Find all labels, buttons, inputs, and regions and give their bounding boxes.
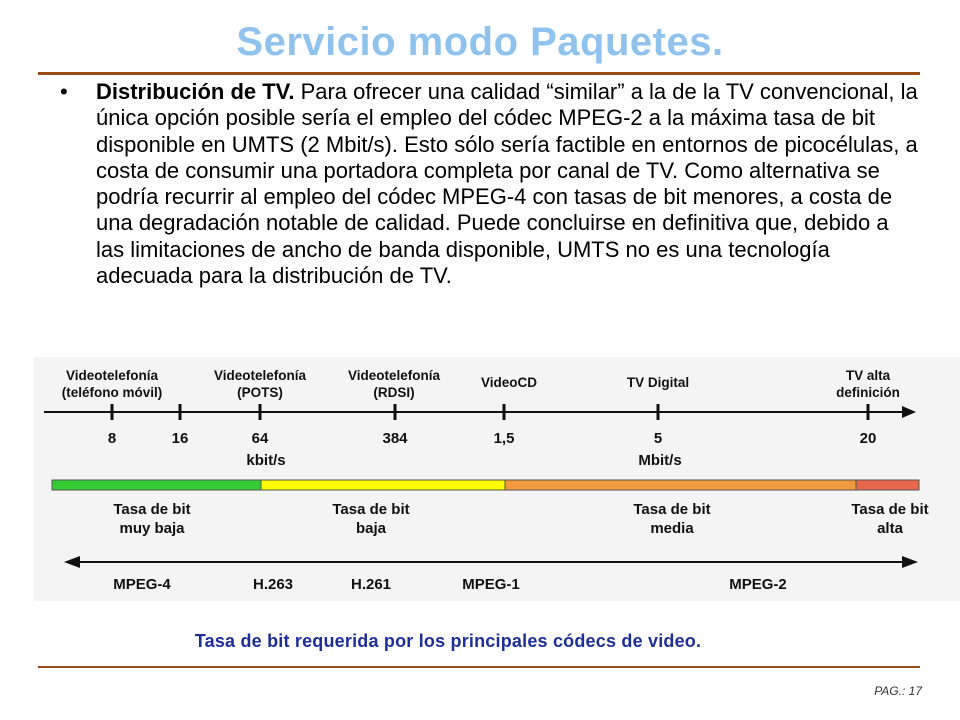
service-labels <box>62 368 900 400</box>
rate-axis <box>44 404 916 420</box>
band-4-line1: Tasa de bit <box>851 501 929 518</box>
service-1-line1: Videotelefonía <box>65 368 159 383</box>
codec-h261: H.261 <box>350 576 392 593</box>
band-medium <box>505 480 856 490</box>
service-5-line1: TV Digital <box>626 375 690 390</box>
bullet-lead: Distribución de TV. <box>96 79 295 104</box>
service-6-line1: TV alta <box>845 368 891 383</box>
bitrate-band <box>52 480 919 490</box>
service-6-line2: definición <box>836 385 900 400</box>
page-number: PAG.: 17 <box>874 684 922 698</box>
service-2-line2: (POTS) <box>237 385 283 400</box>
band-1-line2: muy baja <box>119 520 185 537</box>
band-3-line2: media <box>650 520 694 537</box>
tick-labels <box>108 430 877 469</box>
band-labels <box>113 501 928 537</box>
codec-labels <box>113 576 787 593</box>
band-3-line1: Tasa de bit <box>633 501 711 518</box>
tick-label-5: 5 <box>653 430 663 447</box>
bullet-text <box>96 79 918 289</box>
service-3-line1: Videotelefonía <box>347 368 441 383</box>
service-1-line2: (teléfono móvil) <box>61 385 163 400</box>
slide-title: Servicio modo Paquetes. <box>236 20 724 64</box>
tick-label-64: 64 <box>251 430 269 447</box>
band-very-low <box>52 480 261 490</box>
band-high <box>856 480 919 490</box>
tick-label-16: 16 <box>171 430 189 447</box>
codec-mpeg1: MPEG-1 <box>462 576 520 593</box>
footer-divider <box>38 666 920 668</box>
band-1-line1: Tasa de bit <box>113 501 191 518</box>
tick-label-1-5: 1,5 <box>493 430 515 447</box>
figure-caption: Tasa de bit requerida por los principales códecs de video. <box>194 631 702 651</box>
tick-label-20: 20 <box>859 430 877 447</box>
tick-label-384: 384 <box>382 430 408 447</box>
band-low <box>261 480 505 490</box>
band-2-line2: baja <box>355 520 387 537</box>
bitrate-diagram <box>34 357 960 601</box>
bullet-body: Para ofrecer una calidad “similar” a la de la TV convencional, la única opción posible sería el empleo del códec MPEG-2 a la máxima tasa de bit disponible en UMTS (2 Mbit/s). Esto sólo sería factible en entornos de picocélulas, a costa de consumir una portadora completa por canal de TV. Como alternativa se podría recurrir al empleo del códec MPEG-4 con tasas de bit menores, a costa de una degradación notable de calidad. Puede concluirse en definitiva que, debido a las limitaciones de ancho de banda disponible, UMTS no es una tecnología adecuada para la distribución de TV. <box>96 79 918 289</box>
bullet-dot: • <box>60 79 68 104</box>
unit-kbits: kbit/s <box>246 452 286 469</box>
codec-mpeg2: MPEG-2 <box>729 576 787 593</box>
band-4-line2: alta <box>877 520 903 537</box>
bitrate-diagram-svg <box>34 357 960 601</box>
codec-range-arrow <box>64 556 918 568</box>
codec-mpeg4: MPEG-4 <box>113 576 171 593</box>
title-divider <box>38 72 920 75</box>
service-3-line2: (RDSI) <box>373 385 415 400</box>
service-2-line1: Videotelefonía <box>213 368 307 383</box>
codec-h263: H.263 <box>252 576 294 593</box>
tick-label-8: 8 <box>107 430 117 447</box>
service-4-line1: VideoCD <box>480 375 538 390</box>
unit-mbits: Mbit/s <box>638 452 682 469</box>
band-2-line1: Tasa de bit <box>332 501 410 518</box>
